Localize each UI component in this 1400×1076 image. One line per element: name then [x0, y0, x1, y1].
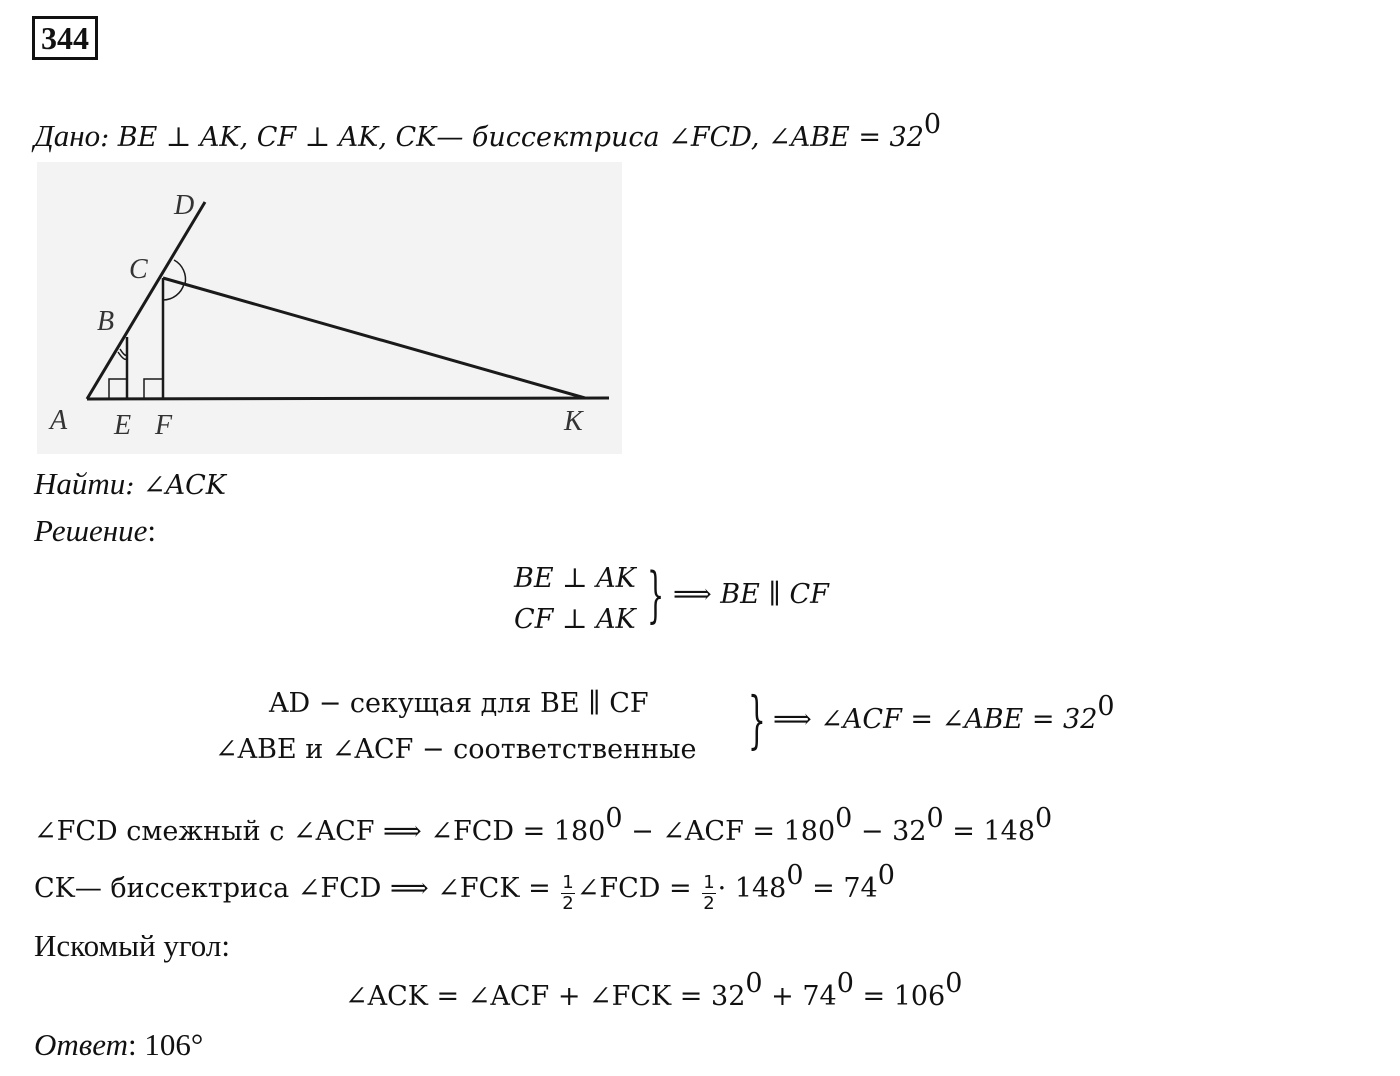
- problem-number: 344: [32, 16, 98, 60]
- line-ak: [87, 398, 609, 399]
- solution-colon: :: [147, 513, 156, 548]
- label-f: F: [155, 410, 173, 441]
- label-b: B: [97, 306, 115, 337]
- step2-line1: AD − секущая для BE ∥ CF: [269, 688, 649, 719]
- step4-sup-2: 0: [877, 860, 895, 891]
- label-d: D: [174, 190, 195, 221]
- step5-label: Искомый угол:: [34, 928, 230, 963]
- step4-p2: ∠FCD =: [576, 873, 701, 904]
- given-text: : BE ⊥ AK, CF ⊥ AK, CK— биссектриса ∠FCD, ∠ABE = 32: [100, 122, 924, 153]
- step4-p1: CK— биссектриса ∠FCD ⟹ ∠FCK =: [34, 873, 560, 904]
- given-degree-sup: 0: [923, 109, 942, 140]
- label-e: E: [114, 410, 132, 441]
- step5-p1: ∠ACK = ∠ACF + ∠FCK = 32: [345, 981, 746, 1012]
- step2-result-line: [773, 691, 1115, 744]
- step5-p3: = 106: [853, 981, 946, 1012]
- line-ad: [87, 202, 205, 399]
- solution-line: [34, 511, 156, 551]
- step5-p2: + 74: [762, 981, 837, 1012]
- given-label: Дано: [34, 118, 101, 153]
- step1-line2: CF ⊥ AK: [514, 604, 636, 635]
- step5-sup-2: 0: [836, 968, 854, 999]
- step2-result: ⟹ ∠ACF = ∠ABE = 32: [773, 704, 1098, 735]
- step3-p2: − ∠ACF = 180: [622, 816, 836, 847]
- angle-arc-fck: [163, 284, 184, 300]
- step5-sup-3: 0: [945, 968, 963, 999]
- find-text: : ∠ACK: [125, 470, 226, 501]
- step5-line: [345, 968, 963, 1021]
- step4-p3: · 148: [717, 873, 787, 904]
- step3-sup-4: 0: [1035, 803, 1053, 834]
- step4-p4: = 74: [803, 873, 878, 904]
- step4-fraction-2: $\frac{1}{2}$: [703, 871, 715, 914]
- step2-brace: }: [748, 683, 766, 756]
- right-angle-f: [144, 379, 163, 399]
- geometry-figure: [37, 162, 622, 454]
- step4-sup-1: 0: [786, 860, 804, 891]
- step3-p4: = 148: [943, 816, 1035, 847]
- step5-sup-1: 0: [745, 968, 763, 999]
- step2-line2: ∠ABE и ∠ACF − соответственные: [215, 734, 697, 765]
- answer-line: [34, 1025, 203, 1065]
- step3-sup-2: 0: [835, 803, 853, 834]
- step2-sup: 0: [1097, 691, 1115, 722]
- step3-p3: − 32: [852, 816, 927, 847]
- answer-label: Ответ: [34, 1027, 128, 1062]
- step4-line: [34, 860, 895, 916]
- step3-p1: ∠FCD смежный с ∠ACF ⟹ ∠FCD = 180: [34, 816, 606, 847]
- line-ck: [163, 278, 585, 398]
- find-label: Найти: [34, 466, 126, 501]
- step3-sup-1: 0: [605, 803, 623, 834]
- step2-system: [215, 682, 747, 775]
- step1-system: [514, 558, 636, 640]
- label-a: A: [50, 405, 68, 436]
- label-k: K: [564, 406, 583, 437]
- answer-text: : 106°: [127, 1027, 204, 1062]
- solution-label: Решение: [34, 513, 148, 548]
- step3-line: [34, 803, 1053, 856]
- right-angle-e: [109, 379, 127, 399]
- label-c: C: [129, 254, 148, 285]
- find-line: [34, 464, 226, 506]
- step3-sup-3: 0: [926, 803, 944, 834]
- figure-svg: [37, 162, 622, 454]
- step1-result: ⟹ BE ∥ CF: [673, 579, 829, 610]
- given-line: [34, 109, 942, 158]
- step1-line1: BE ⊥ AK: [514, 563, 636, 594]
- step1-brace: }: [647, 560, 665, 630]
- step4-fraction-1: $\frac{1}{2}$: [562, 871, 574, 914]
